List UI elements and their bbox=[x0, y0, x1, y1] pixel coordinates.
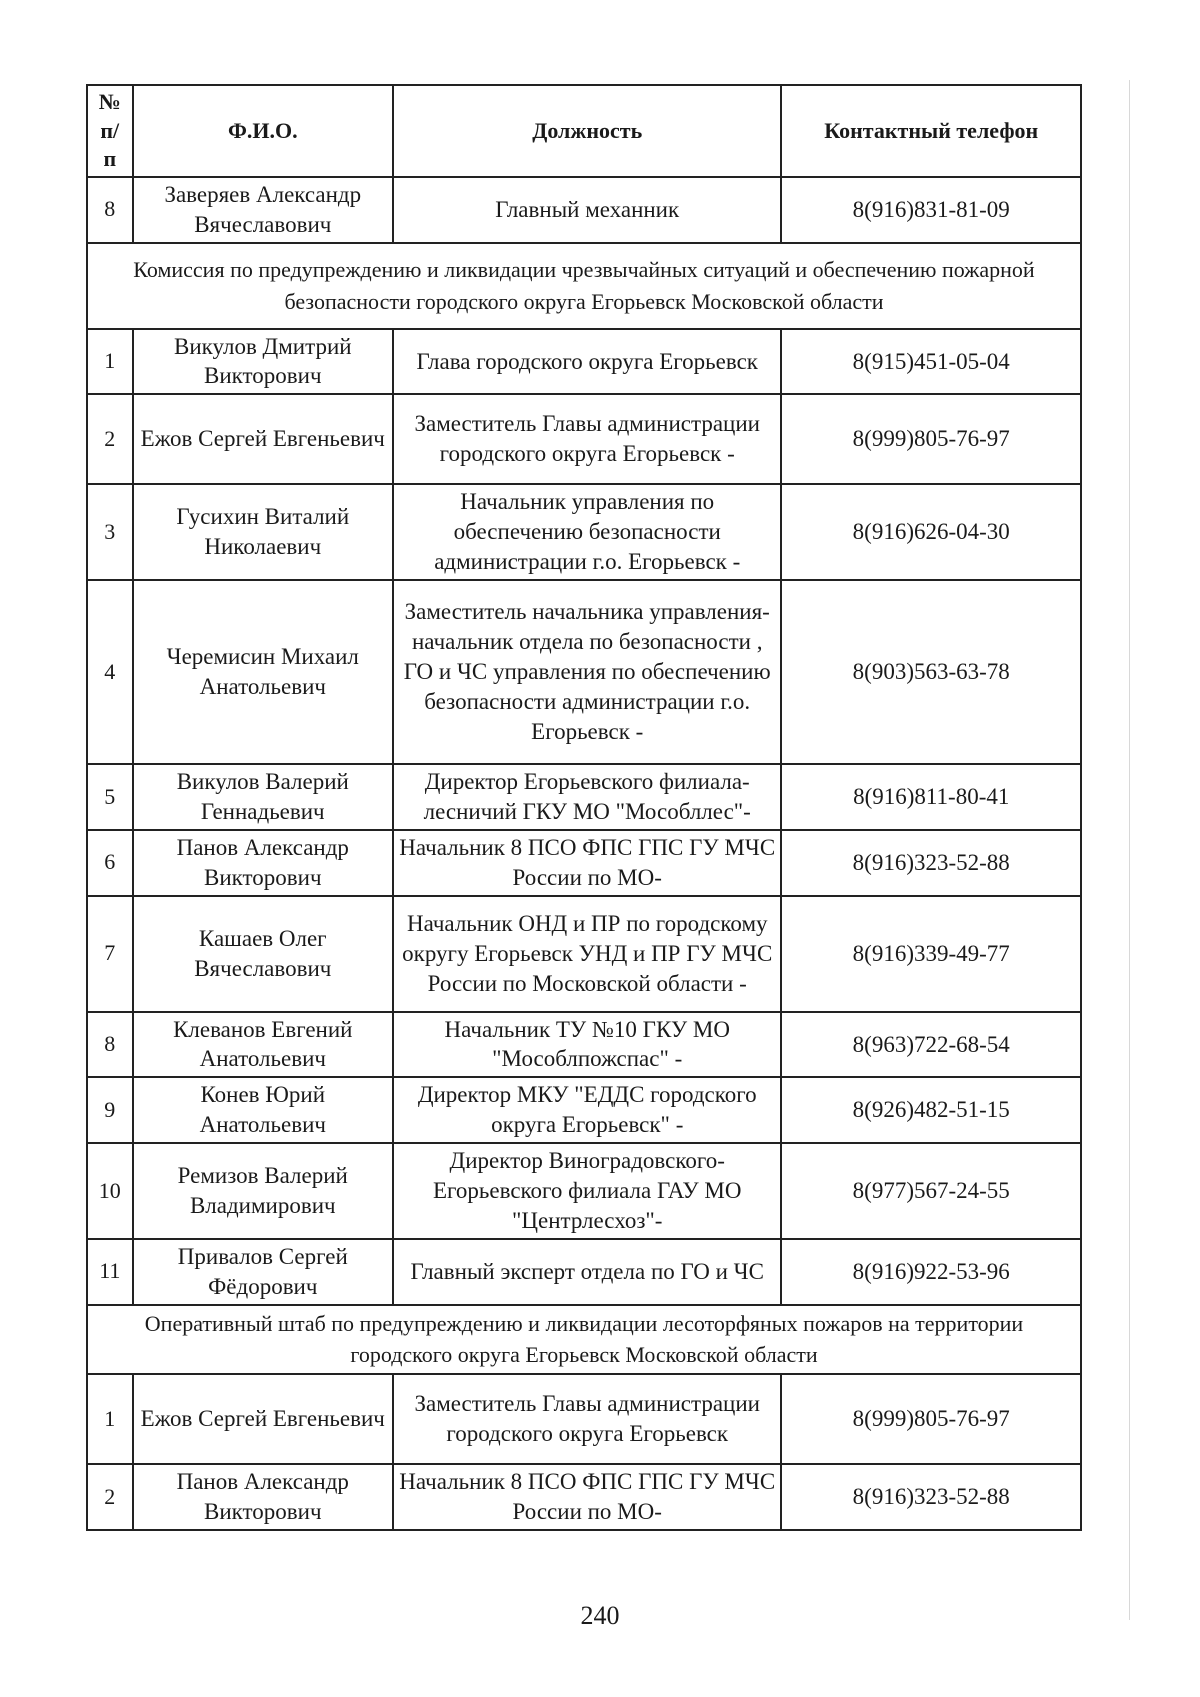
contact-phone: 8(916)323-52-88 bbox=[781, 1464, 1081, 1530]
person-position: Начальник управления по обеспечению безопасности администрации г.о. Егорьевск - bbox=[393, 484, 781, 580]
table-row bbox=[87, 329, 1081, 395]
person-name: Ежов Сергей Евгеньевич bbox=[133, 394, 393, 484]
page-number: 240 bbox=[580, 1601, 620, 1630]
row-number: 11 bbox=[87, 1239, 133, 1305]
person-name: Привалов Сергей Фёдорович bbox=[133, 1239, 393, 1305]
person-position: Заместитель Главы администрации городского округа Егорьевск - bbox=[393, 394, 781, 484]
contact-phone: 8(977)567-24-55 bbox=[781, 1143, 1081, 1239]
section-title: Комиссия по предупреждению и ликвидации чрезвычайных ситуаций и обеспечению пожарной безопасности городского округа Егорьевск Московской области bbox=[87, 243, 1081, 329]
person-name: Ремизов Валерий Владимирович bbox=[133, 1143, 393, 1239]
table-row bbox=[87, 830, 1081, 896]
table-row bbox=[87, 1374, 1081, 1464]
table-row bbox=[87, 1239, 1081, 1305]
contact-phone: 8(963)722-68-54 bbox=[781, 1012, 1081, 1078]
person-position: Заместитель начальника управления-начальник отдела по безопасности , ГО и ЧС управления по обеспечению безопасности администрации г.о. Егорьевск - bbox=[393, 580, 781, 764]
row-number: 10 bbox=[87, 1143, 133, 1239]
row-number: 3 bbox=[87, 484, 133, 580]
header-position: Должность bbox=[393, 85, 781, 177]
person-position: Директор МКУ "ЕДДС городского округа Егорьевск" - bbox=[393, 1077, 781, 1143]
person-position: Директор Егорьевского филиала-лесничий ГКУ МО "Мособллес"- bbox=[393, 764, 781, 830]
row-number: 9 bbox=[87, 1077, 133, 1143]
table-header-row bbox=[87, 85, 1081, 177]
person-position: Начальник 8 ПСО ФПС ГПС ГУ МЧС России по МО- bbox=[393, 830, 781, 896]
row-number: 1 bbox=[87, 1374, 133, 1464]
person-position: Начальник ТУ №10 ГКУ МО "Мособлпожспас" - bbox=[393, 1012, 781, 1078]
person-name: Викулов Валерий Геннадьевич bbox=[133, 764, 393, 830]
person-position: Начальник 8 ПСО ФПС ГПС ГУ МЧС России по МО- bbox=[393, 1464, 781, 1530]
person-position: Директор Виноградовского-Егорьевского филиала ГАУ МО "Центрлесхоз"- bbox=[393, 1143, 781, 1239]
person-name: Клеванов Евгений Анатольевич bbox=[133, 1012, 393, 1078]
person-name: Панов Александр Викторович bbox=[133, 830, 393, 896]
table-row bbox=[87, 1464, 1081, 1530]
table-row bbox=[87, 177, 1081, 243]
table-row bbox=[87, 1012, 1081, 1078]
contact-phone: 8(916)811-80-41 bbox=[781, 764, 1081, 830]
header-name: Ф.И.О. bbox=[133, 85, 393, 177]
person-name: Ежов Сергей Евгеньевич bbox=[133, 1374, 393, 1464]
person-name: Панов Александр Викторович bbox=[133, 1464, 393, 1530]
contact-phone: 8(926)482-51-15 bbox=[781, 1077, 1081, 1143]
table-row bbox=[87, 580, 1081, 764]
table-row bbox=[87, 1077, 1081, 1143]
row-number: 2 bbox=[87, 1464, 133, 1530]
contact-phone: 8(916)831-81-09 bbox=[781, 177, 1081, 243]
contact-phone: 8(915)451-05-04 bbox=[781, 329, 1081, 395]
table-row bbox=[87, 1143, 1081, 1239]
header-phone: Контактный телефон bbox=[781, 85, 1081, 177]
person-position: Глава городского округа Егорьевск bbox=[393, 329, 781, 395]
row-number: 2 bbox=[87, 394, 133, 484]
row-number: 8 bbox=[87, 1012, 133, 1078]
table-row bbox=[87, 764, 1081, 830]
contact-phone: 8(903)563-63-78 bbox=[781, 580, 1081, 764]
person-position: Начальник ОНД и ПР по городскому округу Егорьевск УНД и ПР ГУ МЧС России по Московской области - bbox=[393, 896, 781, 1012]
section-title: Оперативный штаб по предупреждению и ликвидации лесоторфяных пожаров на территории городского округа Егорьевск Московской области bbox=[87, 1305, 1081, 1375]
contact-phone: 8(916)922-53-96 bbox=[781, 1239, 1081, 1305]
row-number: 5 bbox=[87, 764, 133, 830]
person-name: Конев Юрий Анатольевич bbox=[133, 1077, 393, 1143]
contact-phone: 8(999)805-76-97 bbox=[781, 1374, 1081, 1464]
person-position: Главный эксперт отдела по ГО и ЧС bbox=[393, 1239, 781, 1305]
person-name: Заверяев Александр Вячеславович bbox=[133, 177, 393, 243]
table-row bbox=[87, 896, 1081, 1012]
contact-phone: 8(916)339-49-77 bbox=[781, 896, 1081, 1012]
row-number: 1 bbox=[87, 329, 133, 395]
header-num: № п/ п bbox=[87, 85, 133, 177]
person-position: Заместитель Главы администрации городского округа Егорьевск bbox=[393, 1374, 781, 1464]
contact-phone: 8(999)805-76-97 bbox=[781, 394, 1081, 484]
table-row bbox=[87, 484, 1081, 580]
contact-phone: 8(916)323-52-88 bbox=[781, 830, 1081, 896]
person-name: Черемисин Михаил Анатольевич bbox=[133, 580, 393, 764]
row-number: 4 bbox=[87, 580, 133, 764]
scan-margin-line bbox=[1129, 80, 1130, 1620]
person-name: Викулов Дмитрий Викторович bbox=[133, 329, 393, 395]
row-number: 8 bbox=[87, 177, 133, 243]
person-name: Гусихин Виталий Николаевич bbox=[133, 484, 393, 580]
person-name: Кашаев Олег Вячеславович bbox=[133, 896, 393, 1012]
contact-phone: 8(916)626-04-30 bbox=[781, 484, 1081, 580]
contacts-table bbox=[86, 84, 1082, 1531]
person-position: Главный механник bbox=[393, 177, 781, 243]
row-number: 7 bbox=[87, 896, 133, 1012]
section-title-row bbox=[87, 1305, 1081, 1375]
section-title-row bbox=[87, 243, 1081, 329]
row-number: 6 bbox=[87, 830, 133, 896]
table-row bbox=[87, 394, 1081, 484]
